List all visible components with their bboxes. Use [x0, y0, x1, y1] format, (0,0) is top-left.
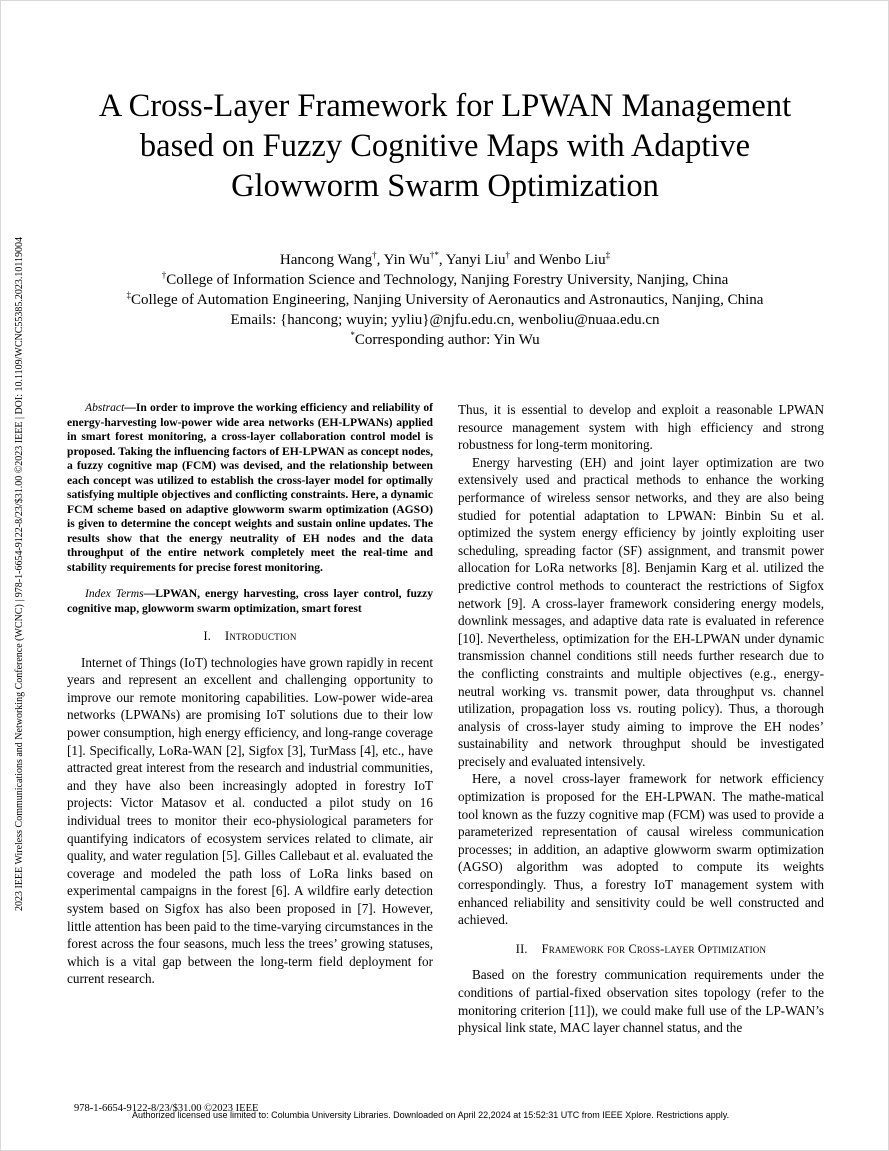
- section-title: Introduction: [225, 629, 297, 643]
- corresponding-mark: *: [350, 330, 355, 340]
- author-block: [40, 250, 850, 350]
- section-title: Framework for Cross-layer Optimization: [541, 941, 767, 956]
- affiliation-mark: ‡: [126, 290, 132, 300]
- author-mark: †: [505, 250, 511, 260]
- abstract: [67, 401, 433, 575]
- separator: ,: [438, 252, 446, 268]
- author-name: Hancong Wang: [279, 252, 373, 268]
- separator: ,: [376, 252, 384, 268]
- paragraph: Based on the forestry communication requirements under the conditions of partial-fixed observation sites topology (refer to the monitoring criterion [11]), we could make full use of the LP-WAN’s physical link state, MAC layer channel status, and the: [458, 967, 824, 1036]
- paper-title: [40, 86, 850, 206]
- affiliation-1: [40, 270, 850, 290]
- author-mark: †*: [429, 250, 439, 260]
- doi-side-note: 2023 IEEE Wireless Communications and Networking Conference (WCNC) | 978-1-6654-9122-8/23/$31.00 ©2023 IEEE | DOI: 10.1109/WCNC55385.2023.10119004: [14, 236, 25, 912]
- index-terms-label: Index Terms: [85, 587, 144, 600]
- affiliation-text: College of Information Science and Technology, Nanjing Forestry University, Nanjing, China: [166, 272, 729, 288]
- index-terms-text: —LPWAN, energy harvesting, cross layer control, fuzzy cognitive map, glowworm swarm optimization, smart forest: [67, 587, 433, 615]
- left-column: [67, 401, 433, 988]
- paragraph: Thus, it is essential to develop and exploit a reasonable LPWAN resource management system with high efficiency and strong robustness for long-term monitoring.: [458, 402, 824, 453]
- corresponding-author: [40, 330, 850, 350]
- author-mark: ‡: [605, 250, 611, 260]
- author-mark: †: [372, 250, 377, 260]
- index-terms: [67, 587, 433, 616]
- abstract-text: —In order to improve the working efficiency and reliability of energy-harvesting low-power wide area networks (EH-LPWANs) applied in smart forest monitoring, a cross-layer collaboration control model is proposed. Taking the influencing factors of EH-LPWAN as concept nodes, a fuzzy cognitive map (FCM) was devised, and the relationship between each concept was utilized to establish the cross-layer model for optimally satisfying multiple objectives and conflicting constraints. Here, a dynamic FCM scheme based on adaptive glowworm swarm optimization (AGSO) is given to determine the concept weights and sustain online updates. The results show that the energy neutrality of EH nodes and the data throughput of the entire network completely meet the real-time and stability requirements for precise forest monitoring.: [67, 401, 433, 574]
- corresponding-text: Corresponding author: Yin Wu: [354, 332, 540, 348]
- intro-paragraph: Internet of Things (IoT) technologies have grown rapidly in recent years and represent an excellent and challenging opportunity to improve our remote monitoring capabilities. Low-power wide-area networks (LPWANs) are promising IoT solutions due to their low power consumption, high energy efficiency, and long-range coverage [1]. Specifically, LoRa-WAN [2], Sigfox [3], TurMass [4], etc., have attracted great interest from the research and industrial communities, and they have also been increasingly adopted in forestry IoT projects: Victor Matasov et al. conducted a pilot study on 16 individual trees to monitor their eco-physiological parameters for quantifying indicators of ecosystem services related to climate, air quality, and water regulation [5]. Gilles Callebaut et al. evaluated the coverage and modeled the path loss of LoRa links based on experimental campaigns in the forest [6]. A wildfire early detection system based on Sigfox has also been proposed in [7]. However, little attention has been paid to the time-varying circumstances in the forest across the four seasons, much less the trees’ growing statuses, which is a vital gap between the long-term field deployment for current research.: [67, 654, 433, 987]
- license-note: Authorized licensed use limited to: Columbia University Libraries. Downloaded on April 22,2024 at 15:52:31 UTC from IEEE Xplore. Restrictions apply.: [132, 1110, 730, 1120]
- separator: and: [510, 252, 539, 268]
- affiliation-text: College of Automation Engineering, Nanjing University of Aeronautics and Astronautics, Nanjing, China: [131, 292, 764, 308]
- affiliation-2: [40, 290, 850, 310]
- copyright-footer: 978-1-6654-9122-8/23/$31.00 ©2023 IEEE: [74, 1103, 259, 1114]
- section-heading-framework: [458, 941, 824, 959]
- paragraph: Energy harvesting (EH) and joint layer optimization are two extensively used and practical methods to enhance the working performance of wireless sensor networks, and they are also being studied for potential adaptation to LPWAN: Binbin Su et al. optimized the system energy efficiency by jointly exploiting user scheduling, spreading factor (SF) assignment, and transmit power allocation for LoRa networks [8]. Benjamin Karg et al. utilized the predictive control methods to counteract the restrictions of Sigfox network [9]. A cross-layer framework considering energy models, downlink messages, and adaptive data rate is evaluated in reference [10]. Nevertheless, optimization for the EH-LPWAN under dynamic transmission channel conditions still needs further research due to the conflicting constraints and multiple objectives (e.g., energy-neutral working vs. transmit power, data throughput vs. channel utilization, propagation loss vs. routing policy). Thus, a thorough analysis of cross-layer study aiming to improve the EH nodes’ sustainability and network throughput should be investigated precisely and evaluated intensively.: [458, 454, 824, 769]
- title-line: based on Fuzzy Cognitive Maps with Adaptive: [139, 128, 751, 164]
- emails: Emails: {hancong; wuyin; yyliu}@njfu.edu.cn, wenboliu@nuaa.edu.cn: [230, 312, 660, 328]
- author-name: Wenbo Liu: [538, 252, 606, 268]
- right-column: [458, 401, 824, 1037]
- affiliation-mark: †: [161, 270, 167, 280]
- author-name: Yanyi Liu: [445, 252, 506, 268]
- paragraph: Here, a novel cross-layer framework for network efficiency optimization is proposed for the EH-LPWAN. The mathe-matical tool known as the fuzzy cognitive map (FCM) was used to provide a parameterized representation of causal wireless communication processes; in addition, an adaptive glowworm swarm optimization (AGSO) algorithm was adopted to compute its weights correspondingly. Thus, a forestry IoT management system with enhanced reliability and sensitivity could be well constructed and achieved.: [458, 771, 824, 928]
- author-names: [40, 250, 850, 270]
- section-heading-introduction: [67, 628, 433, 646]
- author-name: Yin Wu: [383, 252, 430, 268]
- title-line: Glowworm Swarm Optimization: [231, 168, 659, 204]
- title-line: A Cross-Layer Framework for LPWAN Management: [98, 88, 792, 124]
- section-number: II.: [515, 941, 528, 956]
- section-number: I.: [203, 629, 212, 643]
- abstract-label: Abstract: [85, 401, 125, 414]
